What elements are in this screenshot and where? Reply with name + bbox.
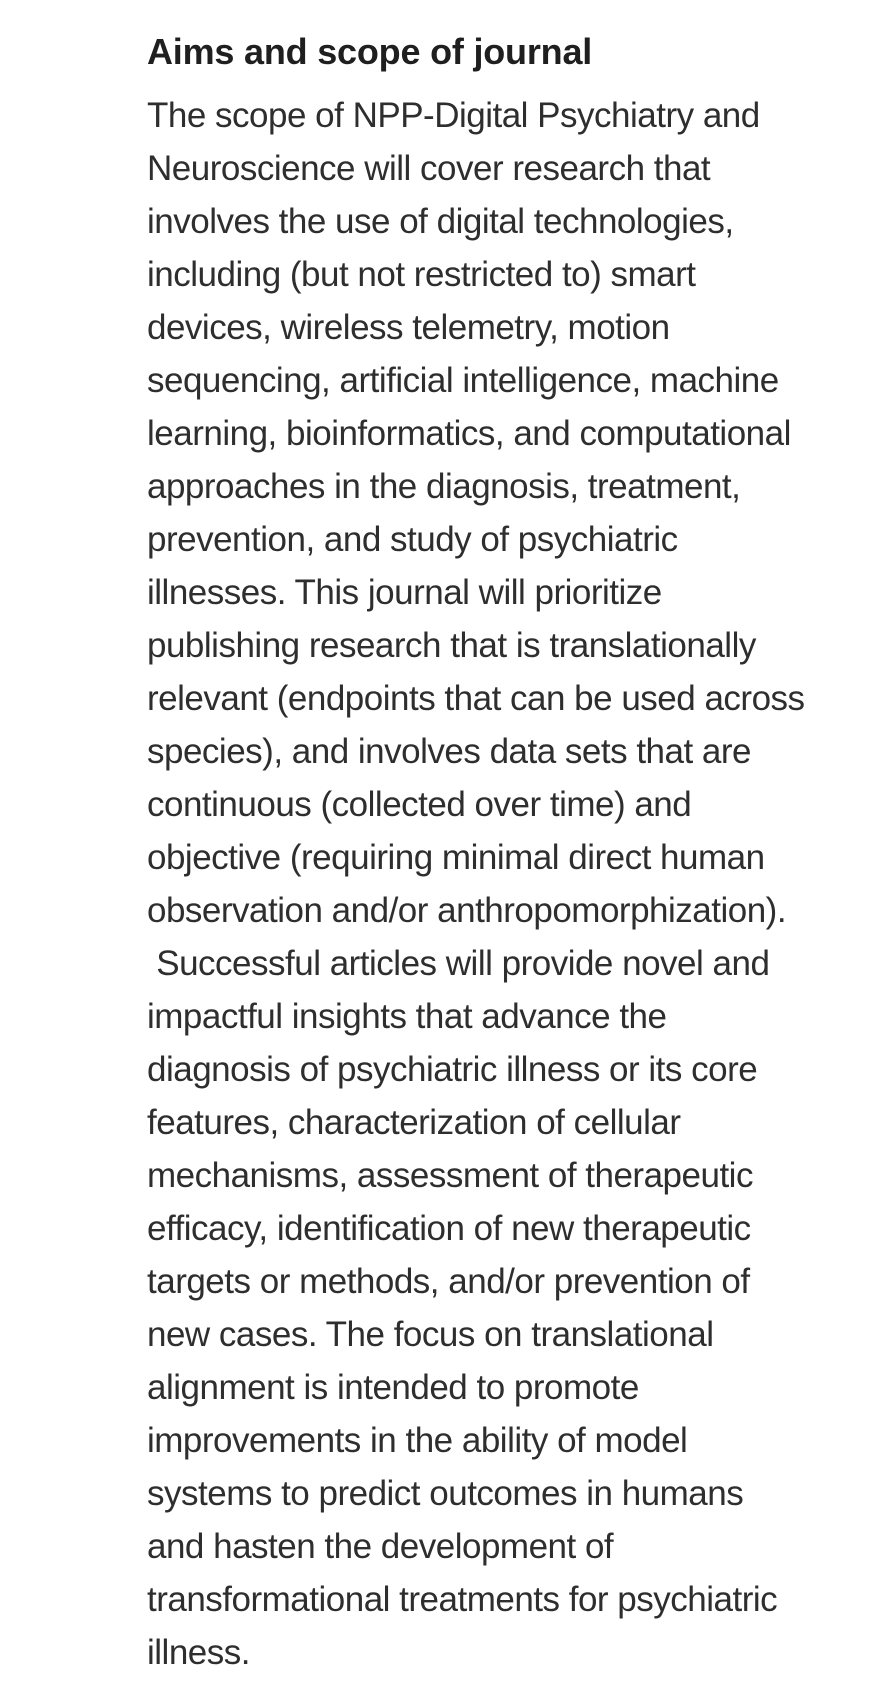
paragraph-line: mechanisms, assessment of therapeutic <box>147 1156 753 1195</box>
paragraph-line: learning, bioinformatics, and computational <box>147 414 791 453</box>
paragraph-line: efficacy, identification of new therapeutic <box>147 1209 751 1248</box>
paragraph-line: impactful insights that advance the <box>147 997 667 1036</box>
paragraph-line: new cases. The focus on translational <box>147 1315 714 1354</box>
paragraph-line: Neuroscience will cover research that <box>147 149 711 188</box>
paragraph-line: publishing research that is translationally <box>147 626 756 665</box>
paragraph-line: alignment is intended to promote <box>147 1368 639 1407</box>
paragraph-line: illnesses. This journal will prioritize <box>147 573 662 612</box>
paragraph-line: continuous (collected over time) and <box>147 785 692 824</box>
section-title: Aims and scope of journal <box>147 31 593 72</box>
paragraph-line: objective (requiring minimal direct human <box>147 838 765 877</box>
scope-paragraph <box>147 89 834 1679</box>
paragraph-line: prevention, and study of psychiatric <box>147 520 678 559</box>
paragraph-line: observation and/or anthropomorphization). <box>147 891 787 930</box>
paragraph-line: involves the use of digital technologies, <box>147 202 734 241</box>
paragraph-line: The scope of NPP-Digital Psychiatry and <box>147 96 760 135</box>
paragraph-line: species), and involves data sets that are <box>147 732 752 771</box>
paragraph-line: diagnosis of psychiatric illness or its core <box>147 1050 758 1089</box>
paragraph-line: devices, wireless telemetry, motion <box>147 308 670 347</box>
paragraph-line: relevant (endpoints that can be used across <box>147 679 805 718</box>
paragraph-line: Successful articles will provide novel and <box>147 944 770 983</box>
paragraph-line: improvements in the ability of model <box>147 1421 688 1460</box>
paragraph-line: approaches in the diagnosis, treatment, <box>147 467 741 506</box>
paragraph-line: transformational treatments for psychiatric <box>147 1580 778 1619</box>
paragraph-line: systems to predict outcomes in humans <box>147 1474 744 1513</box>
paragraph-line: illness. <box>147 1633 250 1672</box>
paragraph-line: features, characterization of cellular <box>147 1103 681 1142</box>
paragraph-line: and hasten the development of <box>147 1527 614 1566</box>
paragraph-line: including (but not restricted to) smart <box>147 255 696 294</box>
paragraph-line: sequencing, artificial intelligence, machine <box>147 361 779 400</box>
paragraph-line: targets or methods, and/or prevention of <box>147 1262 750 1301</box>
